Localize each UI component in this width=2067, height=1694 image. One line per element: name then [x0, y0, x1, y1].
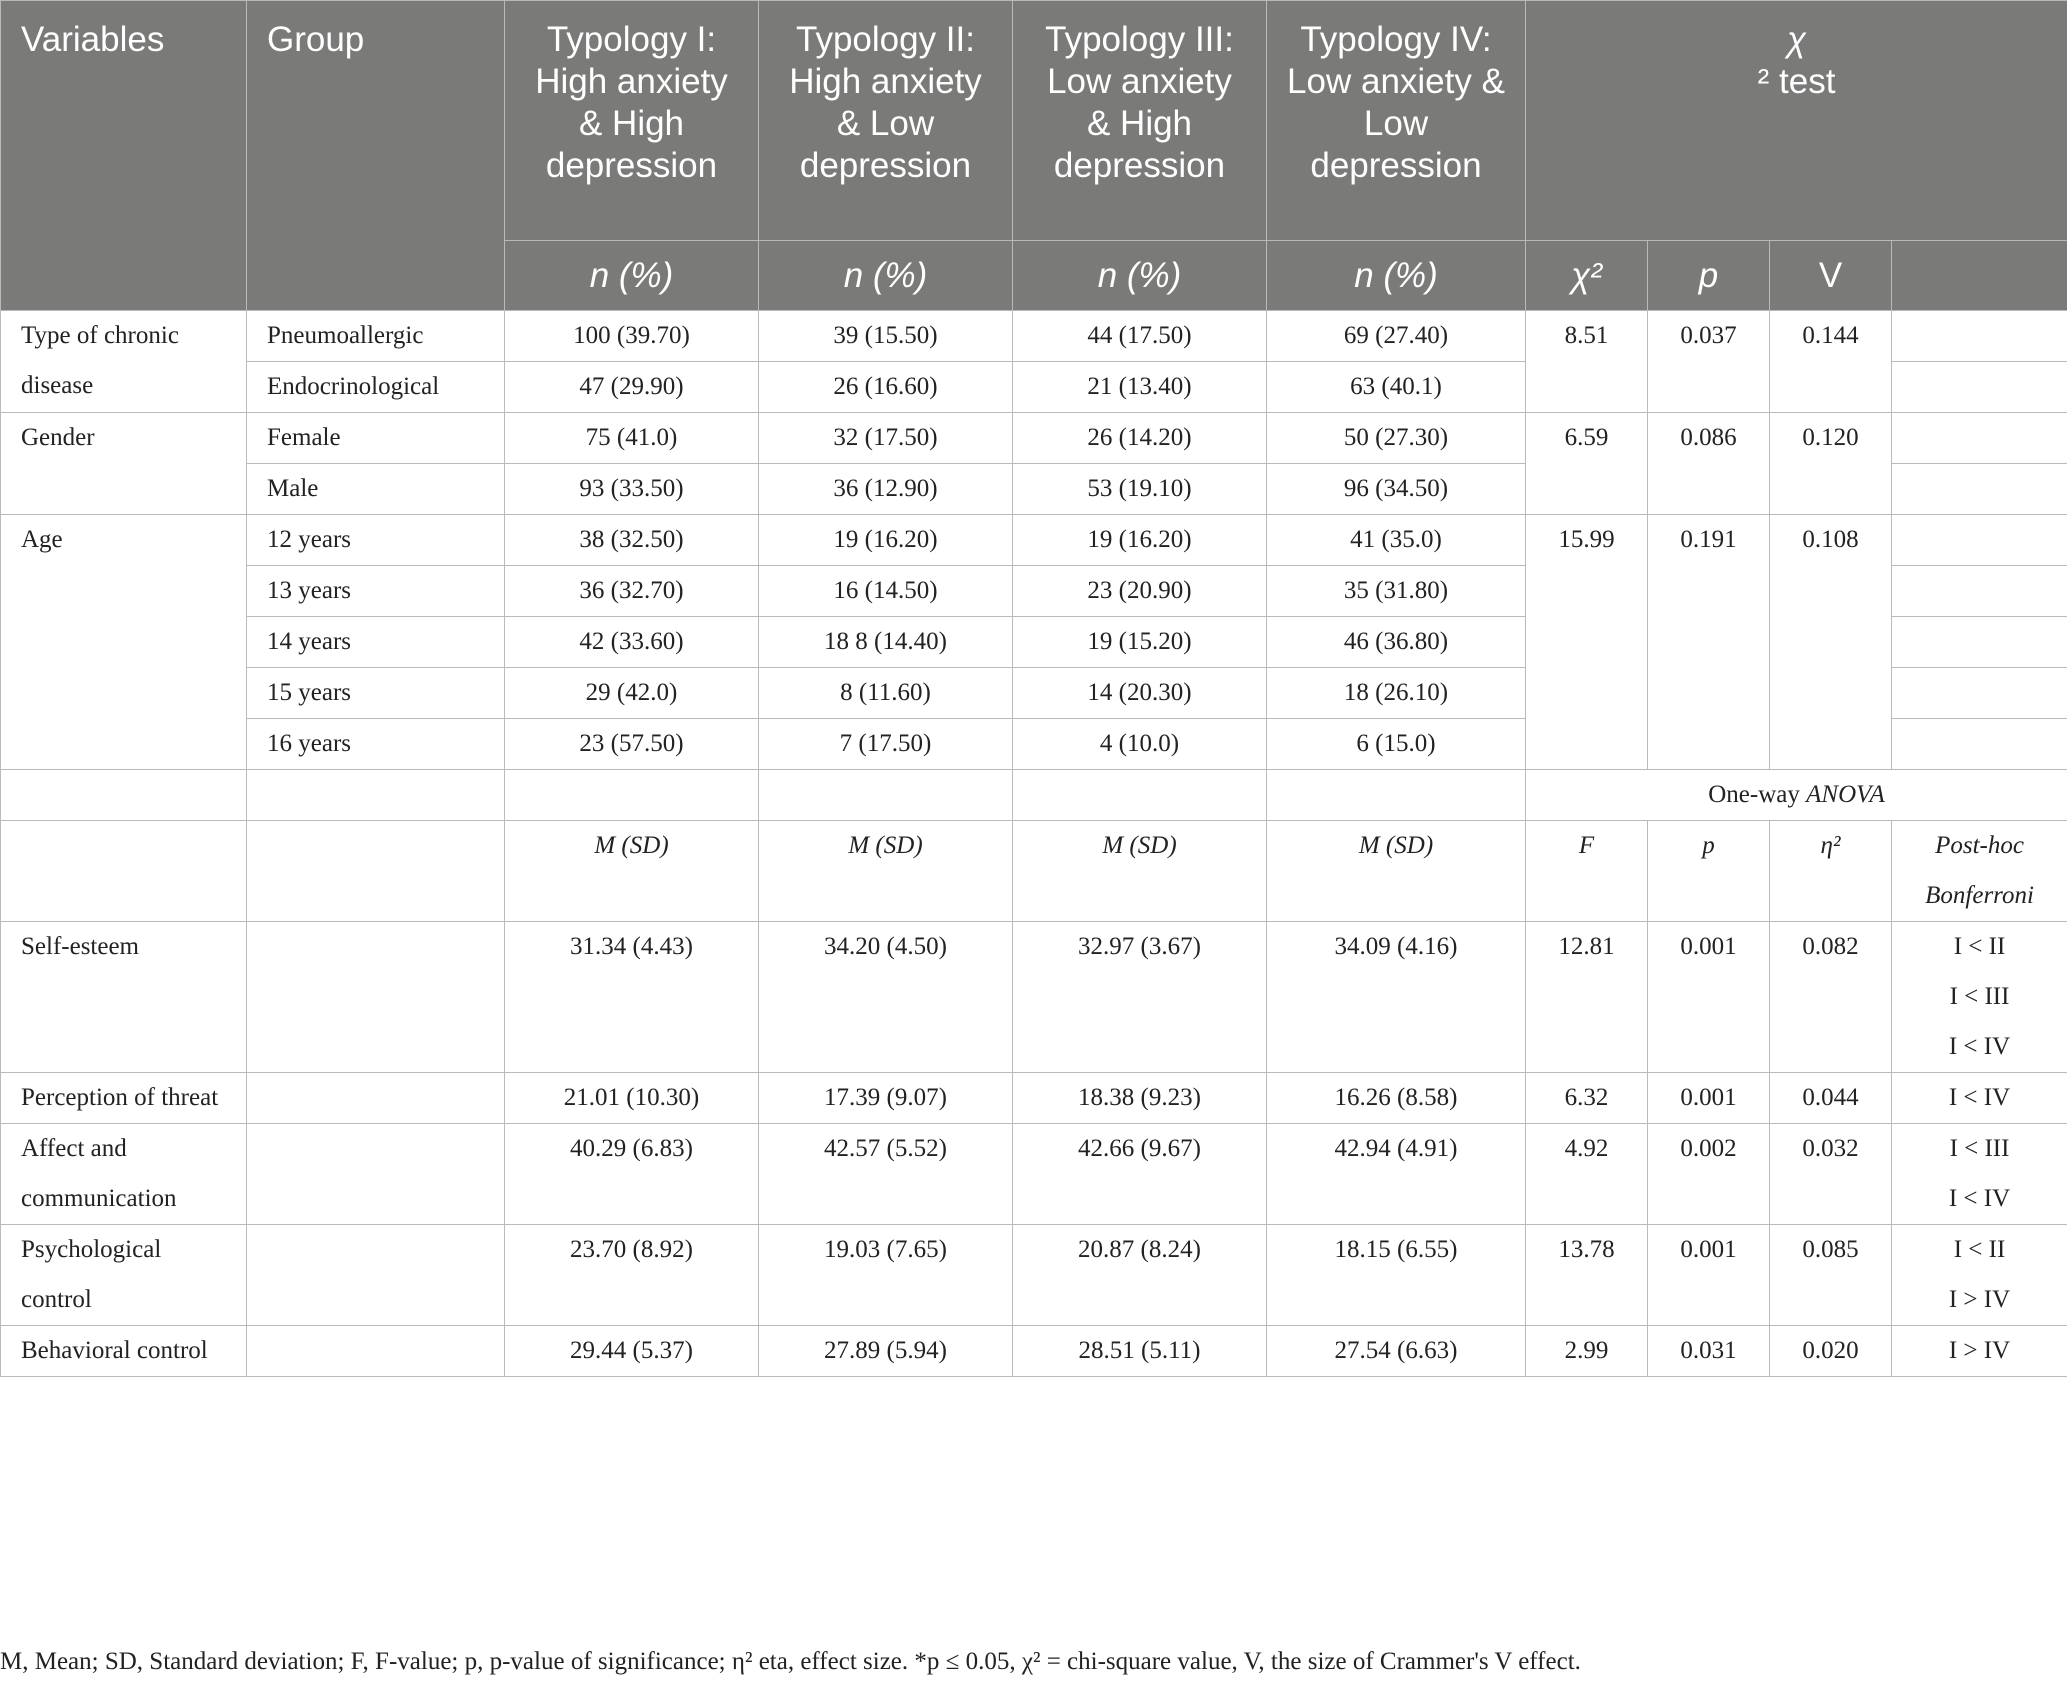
msd-label: M (SD)	[1267, 821, 1526, 922]
p-cell: 0.086	[1648, 413, 1770, 515]
empty-cell	[247, 1326, 505, 1377]
t4-cell: 41 (35.0)	[1267, 515, 1526, 566]
variable-cell: Behavioral control	[1, 1326, 247, 1377]
header-group: Group	[247, 1, 505, 311]
empty-cell	[247, 821, 505, 922]
t2-cell: 34.20 (4.50)	[759, 922, 1013, 1073]
t1-cell: 40.29 (6.83)	[505, 1124, 759, 1225]
t3-cell: 28.51 (5.11)	[1013, 1326, 1267, 1377]
table-header	[1, 1, 2067, 311]
variable-cell: Type of chronic disease	[1, 311, 247, 413]
t4-cell: 42.94 (4.91)	[1267, 1124, 1526, 1225]
header-typology-4: Typology IV: Low anxiety & Low depression	[1267, 1, 1526, 241]
t2-cell: 19.03 (7.65)	[759, 1225, 1013, 1326]
variable-cell: Gender	[1, 413, 247, 515]
msd-label: M (SD)	[1013, 821, 1267, 922]
eta-cell: 0.020	[1770, 1326, 1892, 1377]
header-typology-1: Typology I: High anxiety & High depression	[505, 1, 759, 241]
f-cell: 13.78	[1526, 1225, 1648, 1326]
table-row	[1, 1124, 2067, 1225]
eta-cell: 0.082	[1770, 922, 1892, 1073]
table-footnote: M, Mean; SD, Standard deviation; F, F-value; p, p-value of significance; η² eta, effect size. *p ≤ 0.05, χ² = chi-square value, V, the size of Crammer's V effect.	[0, 1648, 1581, 1675]
variable-cell: Age	[1, 515, 247, 770]
t3-cell: 21 (13.40)	[1013, 362, 1267, 413]
header-n-pct-2: n (%)	[759, 241, 1013, 311]
t2-cell: 7 (17.50)	[759, 719, 1013, 770]
posthoc-label-2: Bonferroni	[1925, 882, 2034, 909]
t4-cell: 35 (31.80)	[1267, 566, 1526, 617]
chi-symbol: χ	[1786, 20, 1807, 59]
group-cell: Male	[247, 464, 505, 515]
header-p: p	[1648, 241, 1770, 311]
group-cell: Endocrinological	[247, 362, 505, 413]
t4-cell: 96 (34.50)	[1267, 464, 1526, 515]
t3-cell: 4 (10.0)	[1013, 719, 1267, 770]
empty-cell	[247, 922, 505, 1073]
posthoc-cell	[1892, 1073, 2067, 1124]
posthoc-item: I < IV	[1948, 1033, 2011, 1060]
variable-cell: Psychological control	[1, 1225, 247, 1326]
empty-cell	[247, 1073, 505, 1124]
msd-label: M (SD)	[759, 821, 1013, 922]
posthoc-cell	[1892, 1124, 2067, 1225]
anova-title-row	[1, 770, 2067, 821]
t1-cell: 36 (32.70)	[505, 566, 759, 617]
t1-cell: 23 (57.50)	[505, 719, 759, 770]
table-row	[1, 1225, 2067, 1326]
posthoc-item: I < III	[1949, 1135, 2010, 1162]
t1-cell: 21.01 (10.30)	[505, 1073, 759, 1124]
empty-cell	[247, 770, 505, 821]
t3-cell: 18.38 (9.23)	[1013, 1073, 1267, 1124]
t2-cell: 36 (12.90)	[759, 464, 1013, 515]
table-row	[1, 1326, 2067, 1377]
t1-cell: 31.34 (4.43)	[505, 922, 759, 1073]
p-label: p	[1648, 821, 1770, 922]
t1-cell: 100 (39.70)	[505, 311, 759, 362]
anova-subheader-row	[1, 821, 2067, 922]
p-cell: 0.001	[1648, 922, 1770, 1073]
t2-cell: 32 (17.50)	[759, 413, 1013, 464]
posthoc-item: I > IV	[1948, 1337, 2011, 1364]
t3-cell: 42.66 (9.67)	[1013, 1124, 1267, 1225]
t4-cell: 63 (40.1)	[1267, 362, 1526, 413]
t4-cell: 69 (27.40)	[1267, 311, 1526, 362]
t3-cell: 20.87 (8.24)	[1013, 1225, 1267, 1326]
t1-cell: 23.70 (8.92)	[505, 1225, 759, 1326]
table-row	[1, 922, 2067, 1073]
header-chi-test	[1526, 1, 2067, 241]
group-cell: 16 years	[247, 719, 505, 770]
t3-cell: 32.97 (3.67)	[1013, 922, 1267, 1073]
posthoc-item: I < IV	[1948, 1185, 2011, 1212]
v-cell: 0.108	[1770, 515, 1892, 770]
posthoc-item: I > IV	[1948, 1286, 2011, 1313]
empty-cell	[1267, 770, 1526, 821]
t4-cell: 46 (36.80)	[1267, 617, 1526, 668]
t4-cell: 27.54 (6.63)	[1267, 1326, 1526, 1377]
header-v: V	[1770, 241, 1892, 311]
t1-cell: 42 (33.60)	[505, 617, 759, 668]
t1-cell: 29 (42.0)	[505, 668, 759, 719]
empty-cell	[1, 821, 247, 922]
t2-cell: 39 (15.50)	[759, 311, 1013, 362]
empty-cell	[1892, 566, 2067, 617]
anova-title	[1526, 770, 2067, 821]
t3-cell: 44 (17.50)	[1013, 311, 1267, 362]
group-cell: Pneumoallergic	[247, 311, 505, 362]
table-body	[1, 311, 2067, 1377]
chi2-cell: 8.51	[1526, 311, 1648, 413]
t4-cell: 6 (15.0)	[1267, 719, 1526, 770]
t3-cell: 23 (20.90)	[1013, 566, 1267, 617]
t2-cell: 8 (11.60)	[759, 668, 1013, 719]
posthoc-cell	[1892, 922, 2067, 1073]
t2-cell: 19 (16.20)	[759, 515, 1013, 566]
f-cell: 4.92	[1526, 1124, 1648, 1225]
t4-cell: 34.09 (4.16)	[1267, 922, 1526, 1073]
eta-cell: 0.032	[1770, 1124, 1892, 1225]
empty-cell	[1892, 362, 2067, 413]
empty-cell	[1, 770, 247, 821]
header-n-pct-4: n (%)	[1267, 241, 1526, 311]
t1-cell: 38 (32.50)	[505, 515, 759, 566]
variable-cell: Perception of threat	[1, 1073, 247, 1124]
posthoc-label-1: Post-hoc	[1935, 832, 2024, 859]
t2-cell: 26 (16.60)	[759, 362, 1013, 413]
header-chi2: χ²	[1526, 241, 1648, 311]
empty-cell	[1892, 311, 2067, 362]
posthoc-item: I < III	[1949, 983, 2010, 1010]
eta-cell: 0.085	[1770, 1225, 1892, 1326]
table-row	[1, 413, 2067, 464]
empty-cell	[1892, 617, 2067, 668]
empty-cell	[1892, 719, 2067, 770]
t3-cell: 26 (14.20)	[1013, 413, 1267, 464]
empty-cell	[1892, 464, 2067, 515]
table-row	[1, 515, 2067, 566]
p-cell: 0.001	[1648, 1225, 1770, 1326]
t2-cell: 18 8 (14.40)	[759, 617, 1013, 668]
anova-title-plain: One-way	[1708, 781, 1807, 808]
header-typology-2: Typology II: High anxiety & Low depression	[759, 1, 1013, 241]
empty-cell	[1013, 770, 1267, 821]
v-cell: 0.144	[1770, 311, 1892, 413]
f-cell: 12.81	[1526, 922, 1648, 1073]
t3-cell: 19 (15.20)	[1013, 617, 1267, 668]
p-cell: 0.001	[1648, 1073, 1770, 1124]
header-n-pct-1: n (%)	[505, 241, 759, 311]
t4-cell: 18 (26.10)	[1267, 668, 1526, 719]
group-cell: 13 years	[247, 566, 505, 617]
p-cell: 0.031	[1648, 1326, 1770, 1377]
group-cell: 15 years	[247, 668, 505, 719]
header-n-pct-3: n (%)	[1013, 241, 1267, 311]
empty-cell	[1892, 668, 2067, 719]
posthoc-item: I < IV	[1948, 1084, 2011, 1111]
msd-label: M (SD)	[505, 821, 759, 922]
t4-cell: 50 (27.30)	[1267, 413, 1526, 464]
t1-cell: 47 (29.90)	[505, 362, 759, 413]
anova-title-italic: ANOVA	[1806, 781, 1885, 808]
eta-label: η²	[1770, 821, 1892, 922]
empty-cell	[505, 770, 759, 821]
chi2-cell: 6.59	[1526, 413, 1648, 515]
t2-cell: 42.57 (5.52)	[759, 1124, 1013, 1225]
posthoc-cell	[1892, 1326, 2067, 1377]
t2-cell: 17.39 (9.07)	[759, 1073, 1013, 1124]
t1-cell: 75 (41.0)	[505, 413, 759, 464]
header-typology-3: Typology III: Low anxiety & High depression	[1013, 1, 1267, 241]
t3-cell: 53 (19.10)	[1013, 464, 1267, 515]
group-cell: 12 years	[247, 515, 505, 566]
header-variables: Variables	[1, 1, 247, 311]
variable-cell: Affect and communication	[1, 1124, 247, 1225]
f-cell: 6.32	[1526, 1073, 1648, 1124]
v-cell: 0.120	[1770, 413, 1892, 515]
f-label: F	[1526, 821, 1648, 922]
posthoc-item: I < II	[1953, 933, 2006, 960]
eta-cell: 0.044	[1770, 1073, 1892, 1124]
t3-cell: 19 (16.20)	[1013, 515, 1267, 566]
group-cell: Female	[247, 413, 505, 464]
t4-cell: 16.26 (8.58)	[1267, 1073, 1526, 1124]
t2-cell: 16 (14.50)	[759, 566, 1013, 617]
empty-cell	[1892, 515, 2067, 566]
posthoc-cell	[1892, 1225, 2067, 1326]
t1-cell: 29.44 (5.37)	[505, 1326, 759, 1377]
p-cell: 0.191	[1648, 515, 1770, 770]
p-cell: 0.037	[1648, 311, 1770, 413]
posthoc-label	[1892, 821, 2067, 922]
empty-cell	[247, 1124, 505, 1225]
t2-cell: 27.89 (5.94)	[759, 1326, 1013, 1377]
empty-cell	[759, 770, 1013, 821]
chi2-cell: 15.99	[1526, 515, 1648, 770]
t4-cell: 18.15 (6.55)	[1267, 1225, 1526, 1326]
t1-cell: 93 (33.50)	[505, 464, 759, 515]
empty-cell	[247, 1225, 505, 1326]
chi-test-label: ² test	[1757, 62, 1836, 101]
group-cell: 14 years	[247, 617, 505, 668]
posthoc-item: I < II	[1953, 1236, 2006, 1263]
header-empty	[1892, 241, 2067, 311]
f-cell: 2.99	[1526, 1326, 1648, 1377]
p-cell: 0.002	[1648, 1124, 1770, 1225]
table-row	[1, 311, 2067, 362]
variable-cell: Self-esteem	[1, 922, 247, 1073]
empty-cell	[1892, 413, 2067, 464]
table-row	[1, 1073, 2067, 1124]
t3-cell: 14 (20.30)	[1013, 668, 1267, 719]
